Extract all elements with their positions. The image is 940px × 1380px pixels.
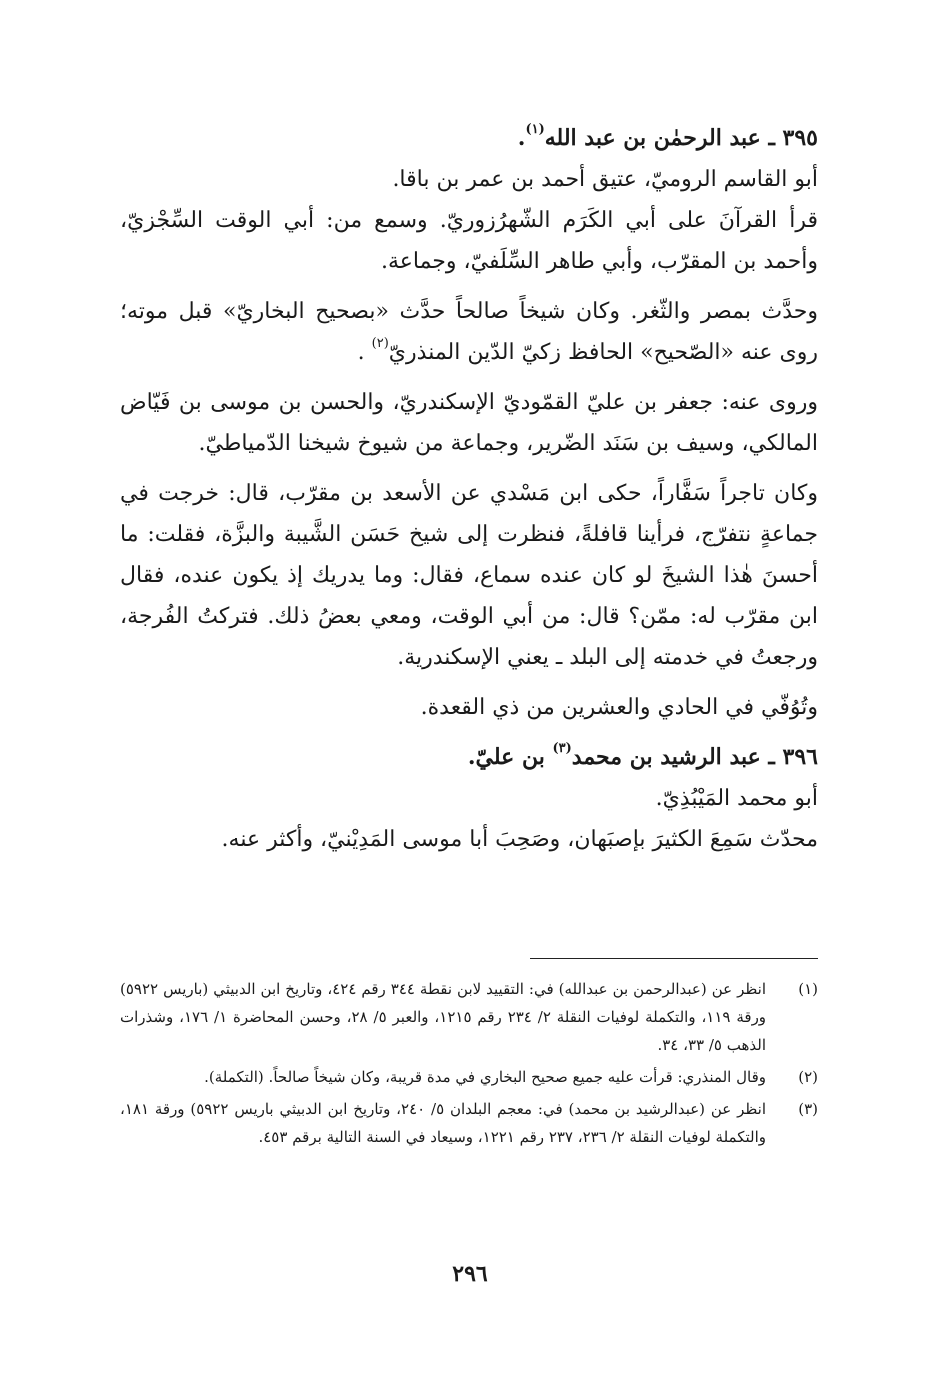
entry-kunya: أبو محمد المَيْبُذِيّ. bbox=[655, 786, 818, 811]
paragraph-end: . bbox=[357, 340, 365, 365]
footnote-divider bbox=[530, 958, 818, 959]
entry-396 bbox=[120, 737, 818, 860]
footnotes bbox=[120, 975, 818, 1155]
footnote bbox=[120, 1063, 818, 1091]
footnote-ref: (٢) bbox=[371, 335, 389, 351]
main-text bbox=[120, 118, 818, 860]
footnote bbox=[120, 1095, 818, 1151]
footnote-ref: (١) bbox=[525, 121, 545, 137]
entry-heading-end: بن عليّ. bbox=[467, 744, 553, 770]
entry-heading-text: ٣٩٦ ـ عبد الرشيد بن محمد bbox=[571, 744, 818, 770]
entry-paragraph: وروى عنه: جعفر بن عليّ القمّوديّ الإسكندريّ، والحسن بن موسى بن فَيّاض المالكي، وسيف بن سَنَد الضّرير، وجماعة من شيوخ شيخنا الدّمياطيّ. bbox=[120, 390, 818, 456]
footnote-number: (٣) bbox=[798, 1100, 818, 1118]
footnote-number: (٢) bbox=[798, 1068, 818, 1086]
footnote-number: (١) bbox=[798, 980, 818, 998]
entry-kunya: أبو القاسم الروميّ، عتيق أحمد بن عمر بن باقا. bbox=[392, 167, 818, 192]
entry-paragraph bbox=[120, 291, 818, 373]
entry-heading-text: ٣٩٥ ـ عبد الرحمٰن بن عبد الله bbox=[544, 125, 818, 151]
entry-paragraph: قرأ القرآنَ على أبي الكَرَم الشّهرُزوريّ. وسمع من: أبي الوقت السِّجْزيّ، وأحمد بن المقرّب، وأبي طاهر السِّلَفيّ، وجماعة. bbox=[120, 208, 818, 274]
entry-paragraph: وتُوُفّي في الحادي والعشرين من ذي القعدة. bbox=[420, 695, 818, 720]
paragraph-text: وحدَّث بمصر والثّغر. وكان شيخاً صالحاً حدَّث «بصحيح البخاريّ» قبل موته؛ روى عنه «الصّحيح» الحافظ زكيّ الدّين المنذريّ bbox=[120, 299, 818, 365]
footnote-ref: (٣) bbox=[552, 740, 572, 756]
entry-395 bbox=[120, 118, 818, 728]
footnote-text: انظر عن (عبدالرشيد بن محمد) في: معجم البلدان ٥/ ٢٤٠، وتاريخ ابن الدبيثي باريس ٥٩٢٢) ورقة ١٨١، والتكملة لوفيات النقلة ٢/ ٢٣٦، ٢٣٧ رقم ١٢٢١، وسيعاد في السنة التالية برقم ٤٥٣. bbox=[120, 1100, 767, 1146]
entry-paragraph: وكان تاجراً سَفَّاراً، حكى ابن مَسْدي عن الأسعد بن مقرّب، قال: خرجت في جماعةٍ نتفرّج، فرأينا قافلةً، فنظرت إلى شيخ حَسَن الشَّيبة والبزَّة، فقلت: ما أحسنَ هٰذا الشيخَ لو كان عنده سماع، فقال: وما يدريك إذ يكون عنده، فقال ابن مقرّب له: ممّن؟ قال: من أبي الوقت، ومعي بعضُ ذلك. فتركتُ الفُرجة، ورجعتُ في خدمته إلى البلد ـ يعني الإسكندرية. bbox=[120, 481, 818, 670]
entry-heading bbox=[120, 737, 818, 778]
entry-paragraph: محدّث سَمِعَ الكثيرَ بإصبَهان، وصَحِبَ أبا موسى المَدِيْنيّ، وأكثر عنه. bbox=[221, 827, 818, 852]
entry-heading-end: . bbox=[517, 125, 526, 151]
footnote-text: انظر عن (عبدالرحمن بن عبدالله) في: التقييد لابن نقطة ٣٤٤ رقم ٤٢٤، وتاريخ ابن الدبيثي (باريس ٥٩٢٢) ورقة ١١٩، والتكملة لوفيات النقلة ٢/ ٢٣٤ رقم ١٢١٥، والعبر ٥/ ٢٨، وحسن المحاضرة ١/ ١٧٦، وشذرات الذهب ٥/ ٣٣، ٣٤. bbox=[120, 980, 767, 1054]
footnote bbox=[120, 975, 818, 1059]
page-number: ٢٩٦ bbox=[452, 1261, 488, 1287]
entry-heading bbox=[120, 118, 818, 159]
footnote-text: وقال المنذري: قرأت عليه جميع صحيح البخاري في مدة قريبة، وكان شيخاً صالحاً. (التكملة). bbox=[204, 1068, 766, 1086]
